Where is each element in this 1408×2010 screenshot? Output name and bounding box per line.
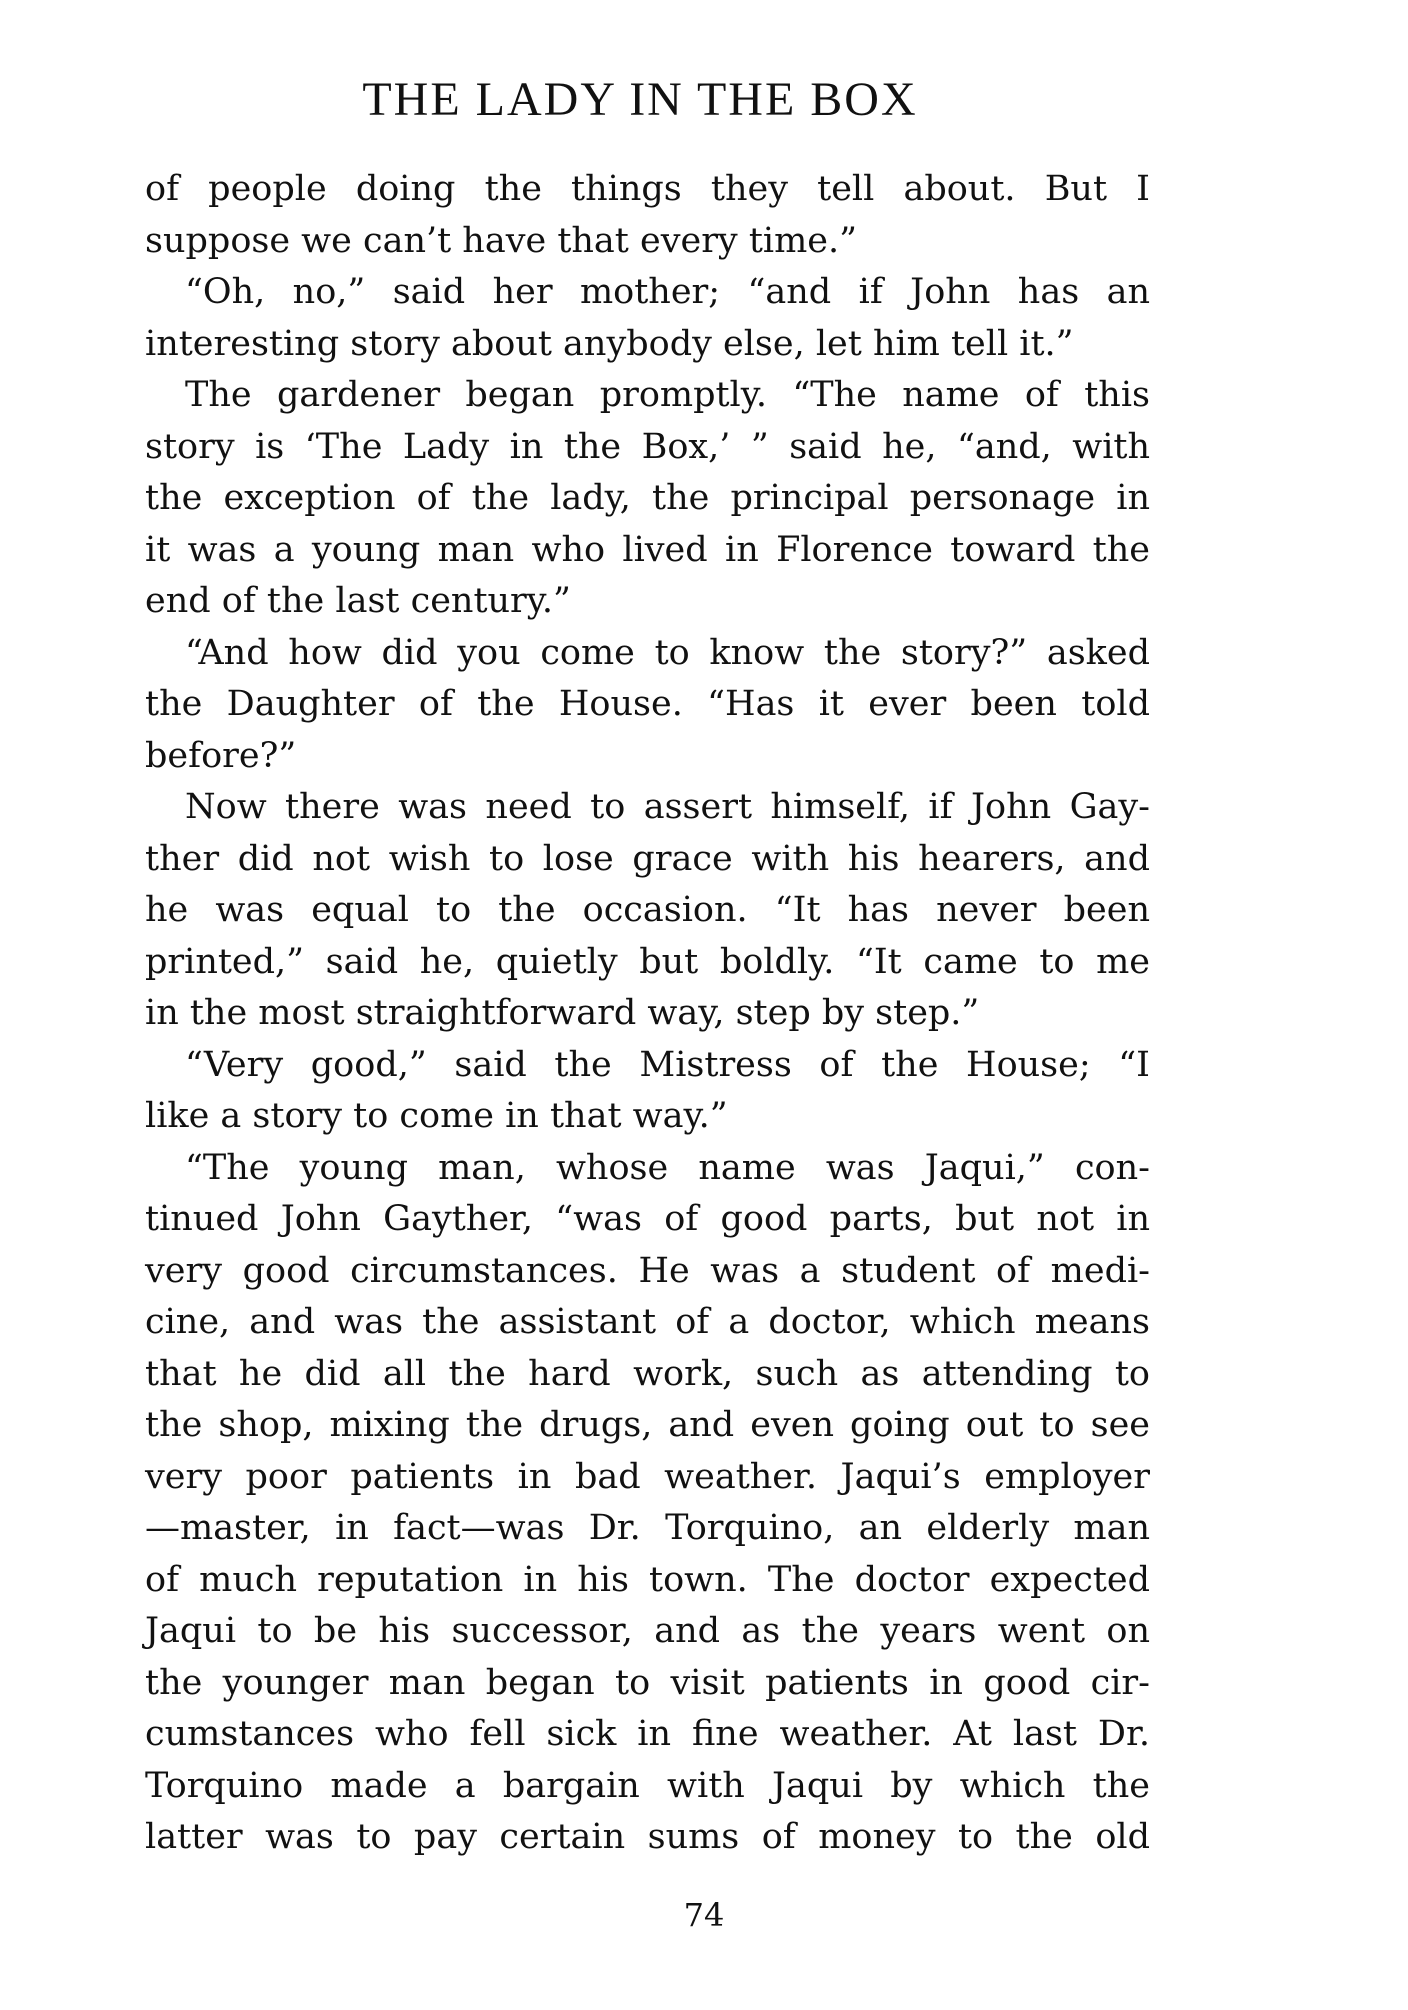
text-line: the exception of the lady, the principal personage in <box>145 478 1150 518</box>
text-line: the shop, mixing the drugs, and even going out to see <box>145 1405 1150 1445</box>
running-title: THE LADY IN THE BOX <box>362 73 918 126</box>
text-line: story is ‘The Lady in the Box,’ ” said he, “and, with <box>145 426 1150 467</box>
text-line: very poor patients in bad weather. Jaqui’s employer <box>145 1456 1150 1497</box>
text-line: “Oh, no,” said her mother; “and if John has an <box>185 272 1150 312</box>
text-line: it was a young man who lived in Florence toward the <box>145 529 1150 570</box>
text-line: suppose we can’t have that every time.” <box>145 220 857 261</box>
text-line: like a story to come in that way.” <box>145 1096 728 1136</box>
text-line: tinued John Gayther, “was of good parts, but not in <box>145 1199 1150 1239</box>
body-text <box>145 164 1150 1864</box>
text-line: the Daughter of the House. “Has it ever been told <box>145 684 1150 724</box>
text-line: before?” <box>145 735 297 776</box>
text-line: Jaqui to be his successor, and as the years went on <box>145 1611 1150 1651</box>
text-line: very good circumstances. He was a student of medi- <box>145 1250 1150 1291</box>
text-line: of people doing the things they tell about. But I <box>145 169 1150 209</box>
page-number: 74 <box>683 1896 725 1934</box>
text-line: Torquino made a bargain with Jaqui by which the <box>145 1765 1150 1806</box>
text-line: cine, and was the assistant of a doctor, which means <box>145 1302 1150 1342</box>
text-line: he was equal to the occasion. “It has never been <box>145 890 1150 930</box>
text-line: ther did not wish to lose grace with his hearers, and <box>145 838 1150 879</box>
text-line: Now there was need to assert himself, if John Gay- <box>185 787 1150 827</box>
text-line: “Very good,” said the Mistress of the House; “I <box>185 1044 1150 1085</box>
text-line: —master, in fact—was Dr. Torquino, an elderly man <box>145 1508 1150 1548</box>
text-line: the younger man began to visit patients in good cir- <box>145 1662 1150 1703</box>
text-line: in the most straightforward way, step by step.” <box>145 993 980 1033</box>
text-line: latter was to pay certain sums of money to the old <box>145 1817 1150 1857</box>
text-line: end of the last century.” <box>145 581 571 621</box>
text-line: “The young man, whose name was Jaqui,” con- <box>185 1147 1150 1188</box>
text-line: of much reputation in his town. The doctor expected <box>145 1559 1150 1600</box>
text-line: “And how did you come to know the story?” asked <box>185 632 1150 673</box>
text-line: that he did all the hard work, such as attending to <box>145 1353 1150 1394</box>
text-line: printed,” said he, quietly but boldly. “It came to me <box>145 941 1150 982</box>
text-line: The gardener began promptly. “The name of this <box>185 375 1150 415</box>
text-line: cumstances who fell sick in fine weather. At last Dr. <box>145 1714 1150 1754</box>
text-line: interesting story about anybody else, let him tell it.” <box>145 323 1074 364</box>
